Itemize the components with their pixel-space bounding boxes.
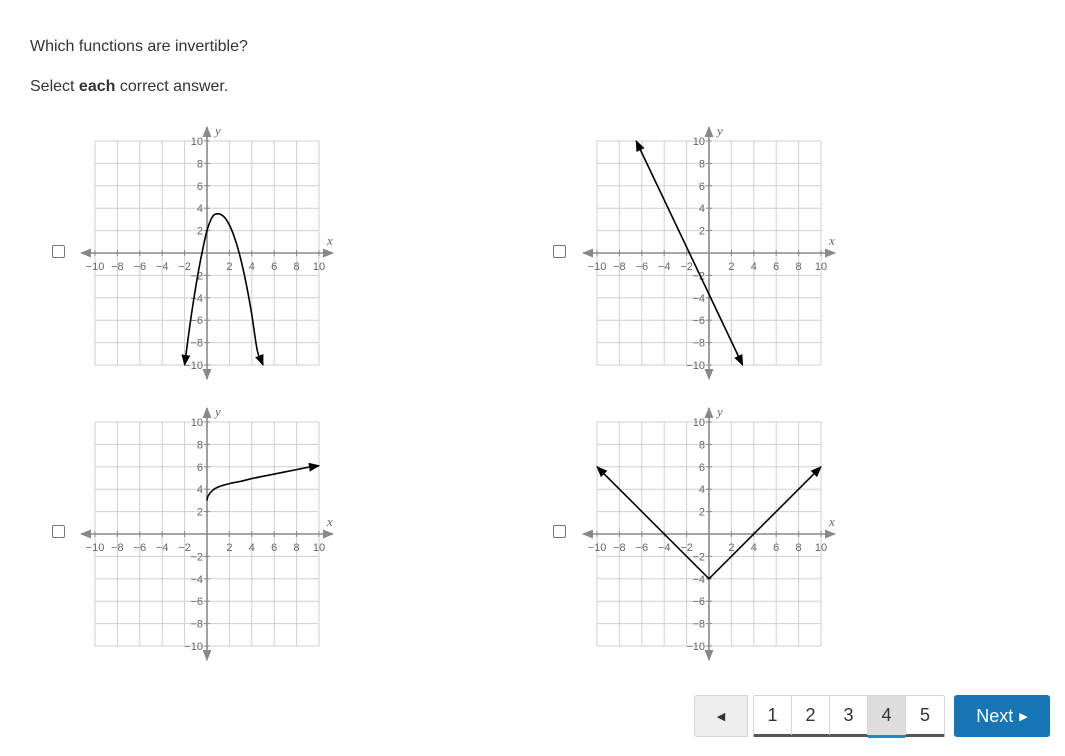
question-title: Which functions are invertible? [30, 38, 248, 55]
y-tick-label: −10 [184, 360, 203, 372]
answer-checkbox-d[interactable] [553, 525, 566, 538]
y-tick-label: 4 [196, 203, 203, 216]
instruction-bold: each [78, 78, 116, 95]
y-tick-label: −2 [190, 551, 203, 564]
function-curve-c [207, 466, 319, 501]
x-tick-label: −8 [613, 261, 626, 273]
x-tick-label: −4 [657, 261, 671, 273]
x-tick-label: 6 [271, 542, 278, 554]
x-tick-label: −2 [178, 261, 191, 273]
x-tick-label: −10 [85, 261, 105, 273]
triangle-left-icon: ◀ [716, 710, 726, 723]
x-tick-label: 2 [226, 542, 233, 554]
y-tick-label: 8 [698, 158, 705, 171]
x-tick-label: 6 [773, 261, 780, 273]
y-tick-label: −2 [692, 270, 705, 283]
y-axis-label: y [717, 404, 723, 419]
answer-checkbox-a[interactable] [52, 245, 65, 258]
y-tick-label: 4 [698, 484, 705, 497]
y-tick-label: −6 [692, 315, 705, 328]
x-axis-label: x [327, 233, 333, 248]
y-axis-label: y [215, 123, 221, 138]
y-tick-label: 4 [698, 203, 705, 216]
x-tick-label: 6 [271, 261, 278, 273]
page-button-1[interactable]: 1 [754, 696, 792, 735]
x-tick-label: −8 [111, 261, 124, 273]
next-button[interactable] [954, 695, 1050, 737]
x-tick-label: −10 [85, 542, 105, 554]
x-tick-label: −2 [178, 542, 191, 554]
next-button-label: Next [976, 705, 1014, 726]
x-tick-label: 10 [312, 542, 326, 554]
y-tick-label: 8 [196, 439, 203, 452]
page-button-4[interactable]: 4 [868, 696, 906, 735]
graph-b [577, 121, 841, 385]
x-tick-label: 10 [814, 261, 828, 273]
page-button-3[interactable]: 3 [830, 696, 868, 735]
x-tick-label: −6 [635, 261, 649, 273]
x-tick-label: 2 [226, 261, 233, 273]
x-tick-label: 4 [750, 542, 757, 554]
instruction-suffix: correct answer. [115, 78, 229, 95]
x-tick-label: −6 [133, 261, 147, 273]
y-tick-label: −4 [190, 573, 203, 586]
y-tick-label: −6 [190, 596, 203, 609]
answer-checkbox-c[interactable] [52, 525, 65, 538]
graph-c [75, 402, 339, 666]
y-tick-label: 2 [196, 225, 203, 238]
y-tick-label: −8 [190, 337, 203, 350]
x-axis-label: x [327, 514, 333, 529]
page-button-2[interactable]: 2 [792, 696, 830, 735]
x-tick-label: −4 [657, 542, 671, 554]
page-button-5[interactable]: 5 [919, 705, 930, 725]
x-tick-label: 8 [293, 542, 300, 554]
pagination [694, 695, 945, 737]
y-tick-label: −4 [190, 292, 203, 305]
x-tick-label: −8 [111, 542, 124, 554]
x-tick-label: −6 [133, 542, 147, 554]
x-tick-label: 6 [773, 542, 780, 554]
y-tick-label: 10 [190, 417, 203, 429]
y-tick-label: −4 [692, 573, 705, 586]
y-tick-label: 2 [196, 506, 203, 519]
y-tick-label: 4 [196, 484, 203, 497]
x-tick-label: 4 [248, 261, 255, 273]
x-axis-label: x [829, 514, 835, 529]
question-instruction [30, 78, 228, 96]
answer-checkbox-b[interactable] [553, 245, 566, 258]
x-tick-label: −4 [155, 542, 169, 554]
y-tick-label: 8 [196, 158, 203, 171]
page-list [753, 695, 945, 737]
y-axis-label: y [215, 404, 221, 419]
triangle-right-icon: ▶ [1019, 710, 1028, 723]
y-tick-label: 8 [698, 439, 705, 452]
y-tick-label: 6 [196, 461, 203, 474]
x-tick-label: 8 [795, 261, 802, 273]
x-tick-label: −4 [155, 261, 169, 273]
x-tick-label: 4 [750, 261, 757, 273]
y-tick-label: −2 [190, 270, 203, 283]
x-tick-label: 4 [248, 542, 255, 554]
y-tick-label: −4 [692, 292, 705, 305]
y-tick-label: −2 [692, 551, 705, 564]
y-tick-label: 6 [698, 461, 705, 474]
x-tick-label: −2 [680, 542, 693, 554]
instruction-prefix: Select [30, 78, 79, 95]
x-tick-label: 10 [312, 261, 326, 273]
y-tick-label: 2 [698, 225, 705, 238]
y-tick-label: 6 [196, 180, 203, 193]
y-tick-label: 10 [190, 136, 203, 148]
x-tick-label: −2 [680, 261, 693, 273]
y-tick-label: −8 [692, 337, 705, 350]
x-tick-label: 10 [814, 542, 828, 554]
y-tick-label: 6 [698, 180, 705, 193]
x-tick-label: 8 [293, 261, 300, 273]
x-tick-label: −10 [587, 542, 607, 554]
y-tick-label: −10 [184, 641, 203, 653]
x-tick-label: 2 [728, 261, 735, 273]
graph-d [577, 402, 841, 666]
x-tick-label: −8 [613, 542, 626, 554]
y-axis-label: y [717, 123, 723, 138]
y-tick-label: 2 [698, 506, 705, 519]
y-tick-label: −10 [686, 360, 705, 372]
previous-page-button[interactable] [694, 695, 748, 737]
x-tick-label: 2 [728, 542, 735, 554]
y-tick-label: −6 [190, 315, 203, 328]
x-axis-label: x [829, 233, 835, 248]
y-tick-label: −8 [692, 618, 705, 631]
x-tick-label: −10 [587, 261, 607, 273]
y-tick-label: 10 [692, 417, 705, 429]
y-tick-label: −10 [686, 641, 705, 653]
x-tick-label: 8 [795, 542, 802, 554]
y-tick-label: 10 [692, 136, 705, 148]
graph-a [75, 121, 339, 385]
x-tick-label: −6 [635, 542, 649, 554]
y-tick-label: −6 [692, 596, 705, 609]
y-tick-label: −8 [190, 618, 203, 631]
